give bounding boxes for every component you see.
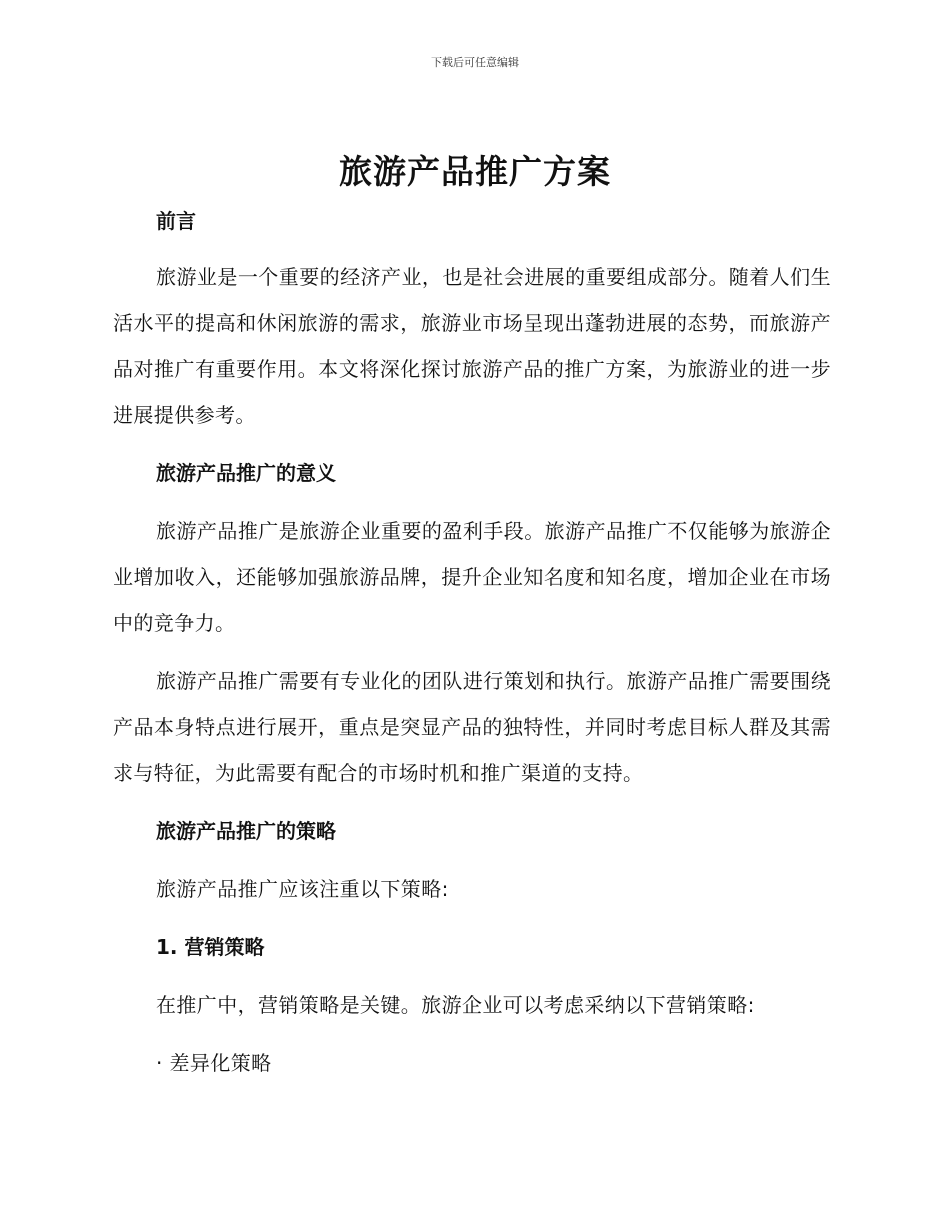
section-heading-preface: 前言 xyxy=(156,209,196,233)
page-header-note: 下载后可任意编辑 xyxy=(431,56,519,69)
document-body xyxy=(113,198,831,1098)
paragraph-meaning-2: 旅游产品推广需要有专业化的团队进行策划和执行。旅游产品推广需要围绕产品本身特点进行展开，重点是突显产品的独特性，并同时考虑目标人群及其需求与特征，为此需要有配合的市场时机和推广渠道的支持。 xyxy=(113,669,831,785)
document-title: 旅游产品推广方案 xyxy=(339,152,611,191)
paragraph-marketing: 在推广中，营销策略是关键。旅游企业可以考虑采纳以下营销策略: xyxy=(156,993,755,1017)
bullet-item-differentiation: · 差异化策略 xyxy=(156,1051,272,1075)
paragraph-preface: 旅游业是一个重要的经济产业，也是社会进展的重要组成部分。随着人们生活水平的提高和休闲旅游的需求，旅游业市场呈现出蓬勃进展的态势，而旅游产品对推广有重要作用。本文将深化探讨旅游产品的推广方案，为旅游业的进一步进展提供参考。 xyxy=(113,265,831,427)
subheading-marketing: 1. 营销策略 xyxy=(156,935,265,959)
paragraph-strategy-intro: 旅游产品推广应该注重以下策略: xyxy=(156,877,449,901)
paragraph-meaning-1: 旅游产品推广是旅游企业重要的盈利手段。旅游产品推广不仅能够为旅游企业增加收入，还能够加强旅游品牌，提升企业知名度和知名度，增加企业在市场中的竞争力。 xyxy=(113,519,831,635)
section-heading-meaning: 旅游产品推广的意义 xyxy=(156,461,336,485)
section-heading-strategy: 旅游产品推广的策略 xyxy=(156,819,336,843)
